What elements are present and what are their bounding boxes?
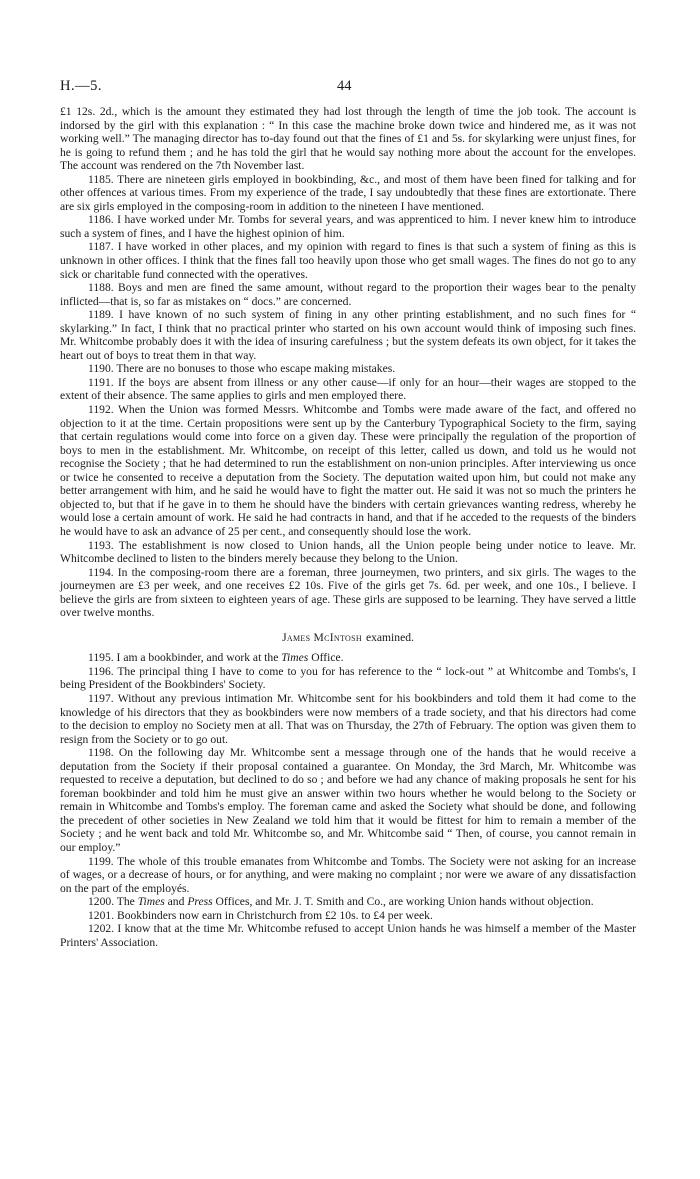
newspaper-name-times: Times [281, 651, 309, 665]
document-reference: H.—5. [60, 78, 102, 94]
document-body [60, 105, 636, 949]
paragraph-continued: £1 12s. 2d., which is the amount they estimated they had lost through the length of time the job took. The account is indorsed by the girl with this explanation : “ In this case the machine broke down twice and hindered me, as it was not working well.” The managing director has to-day found out that the fines of £1 and 5s. for skylarking were unjust fines, for he is going to refund them ; and he has told the girl that he would say nothing more about the account for the envelopes. The account was rendered on the 7th November last. [60, 105, 636, 173]
paragraph-1200-text-c: Offices, and Mr. J. T. Smith and Co., are working Union hands without objection. [212, 895, 594, 909]
newspaper-name-press: Press [187, 895, 213, 909]
witness-heading-suffix: examined. [365, 630, 414, 644]
paragraph-1185: 1185. There are nineteen girls employed in bookbinding, &c., and most of them have been fined for talking and for other offences at various times. From my experience of the trade, I say undoubtedly that these fines are extortionate. There are six girls employed in the composing-room in addition to the nineteen I have mentioned. [60, 172, 636, 213]
paragraph-1197: 1197. Without any previous intimation Mr. Whitcombe sent for his bookbinders and told them it had come to the knowledge of his directors that they as bookbinders were now members of a trade society, and that his directors had come to the decision to employ no Society men at all. That was on Thursday, the 27th of February. The option was given them to resign from the Society or to go out. [60, 691, 636, 746]
paragraph-1200 [60, 895, 636, 909]
paragraph-1199: 1199. The whole of this trouble emanates from Whitcombe and Tombs. The Society were not asking for an increase of wages, or a decrease of hours, or for anything, and were making no complaint ; nor were we aware of any dissatisfaction on the part of the employés. [60, 854, 636, 895]
paragraph-1193: 1193. The establishment is now closed to Union hands, all the Union people being under notice to leave. Mr. Whitcombe declined to listen to the binders merely because they belong to the Union. [60, 538, 636, 566]
paragraph-1196: 1196. The principal thing I have to come to you for has reference to the “ lock-out ” at Whitcombe and Tombs's, I being President of the Bookbinders' Society. [60, 664, 636, 692]
paragraph-1186: 1186. I have worked under Mr. Tombs for several years, and was apprenticed to him. I never knew him to introduce such a system of fines, and I have the highest opinion of him. [60, 213, 636, 240]
paragraph-1200-text-b: and [164, 895, 188, 909]
newspaper-name-times: Times [137, 895, 165, 909]
paragraph-1194: 1194. In the composing-room there are a foreman, three journeymen, two printers, and six girls. The wages to the journeymen are £3 per week, and one receives £2 10s. Five of the girls get 7s. 6d. per week, and one 10s., I believe. I believe the girls are from sixteen to eighteen years of age. These girls are supposed to be learning. They have served a little over twelve months. [60, 565, 636, 620]
witness-name: James McIntosh [282, 630, 362, 644]
paragraph-1201: 1201. Bookbinders now earn in Christchurch from £2 10s. to £4 per week. [88, 908, 433, 922]
paragraph-1187: 1187. I have worked in other places, and my opinion with regard to fines is that such a system of fining as this is unknown in other offices. I think that the fines fall too heavily upon those who get small wages. The fines do not go to any sick or charitable fund connected with the operatives. [60, 240, 636, 281]
paragraph-1200-text-a: 1200. The [88, 895, 138, 909]
paragraph-1198: 1198. On the following day Mr. Whitcombe sent a message through one of the hands that he would receive a deputation from the Society if their proposal contained a guarantee. On Monday, the 3rd March, Mr. Whitcombe was requested to receive a deputation, but declined to do so ; and before we had any chance of making proposals he sent for his foreman bookbinder and told him he must give an answer within two hours whether he would belong to the Society or remain in Whitcombe and Tombs's employ. The foreman came and asked the Society what should be done, and following the precedent of other societies in New Zealand we told him that it would be fittest for him to remain a member of the Society ; and he went back and told Mr. Whitcombe so, and Mr. Whitcombe said “ Then, of course, you cannot remain in our employ.” [60, 746, 636, 854]
paragraph-1188: 1188. Boys and men are fined the same amount, without regard to the proportion their wages bear to the penalty inflicted—that is, so far as mistakes on “ docs.” are concerned. [60, 281, 636, 308]
paragraph-1190: 1190. There are no bonuses to those who escape making mistakes. [88, 362, 396, 376]
paragraph-1195 [60, 651, 636, 665]
page-header [60, 78, 636, 96]
paragraph-1192: 1192. When the Union was formed Messrs. Whitcombe and Tombs were made aware of the fact, and offered no objection to it at the time. Certain propositions were sent up by the Canterbury Typographical Society to the firm, saying that certain regulations would come into force on a given day. These were principally the regulation of the proportion of boys to men in the establishment. Mr. Whitcombe, on receipt of this letter, called us down, and told us he would not recognise the Society ; that he had determined to run the establishment on non-union principles. After interviewing us once or twice he consented to receive a deputation from the Society. The deputation waited upon him, but could not make any better arrangement with him, and he said he would have to fight the matter out. He said it was not so much the printers he objected to, but that if he gave in to them he should have the binders with certain grievances wanting redress, whereby he would lose a certain amount of work. He said he had contracts in hand, and that if he acceded to the requests of the binders he would have to ask an advance of 25 per cent., and consequently should lose the work. [60, 403, 636, 538]
paragraph-1195-text-b: Office. [308, 651, 344, 665]
page-number: 44 [337, 78, 352, 94]
paragraph-1191: 1191. If the boys are absent from illness or any other cause—if only for an hour—their wages are stopped to the extent of their absence. The same applies to girls and men employed there. [60, 375, 636, 403]
paragraph-1195-text-a: 1195. I am a bookbinder, and work at the [88, 651, 282, 665]
paragraph-1189: 1189. I have known of no such system of fining in any other printing establishment, and no such fines for “ skylarking.” In fact, I think that no practical printer who started on his own account would think of imposing such fines. Mr. Whitcombe probably does it with the idea of insuring carefulness ; but the system defeats its own object, for it takes the heart out of boys to treat them in that way. [60, 308, 636, 362]
paragraph-1202: 1202. I know that at the time Mr. Whitcombe refused to accept Union hands he was himself a member of the Master Printers' Association. [60, 922, 636, 949]
witness-heading [60, 631, 636, 645]
